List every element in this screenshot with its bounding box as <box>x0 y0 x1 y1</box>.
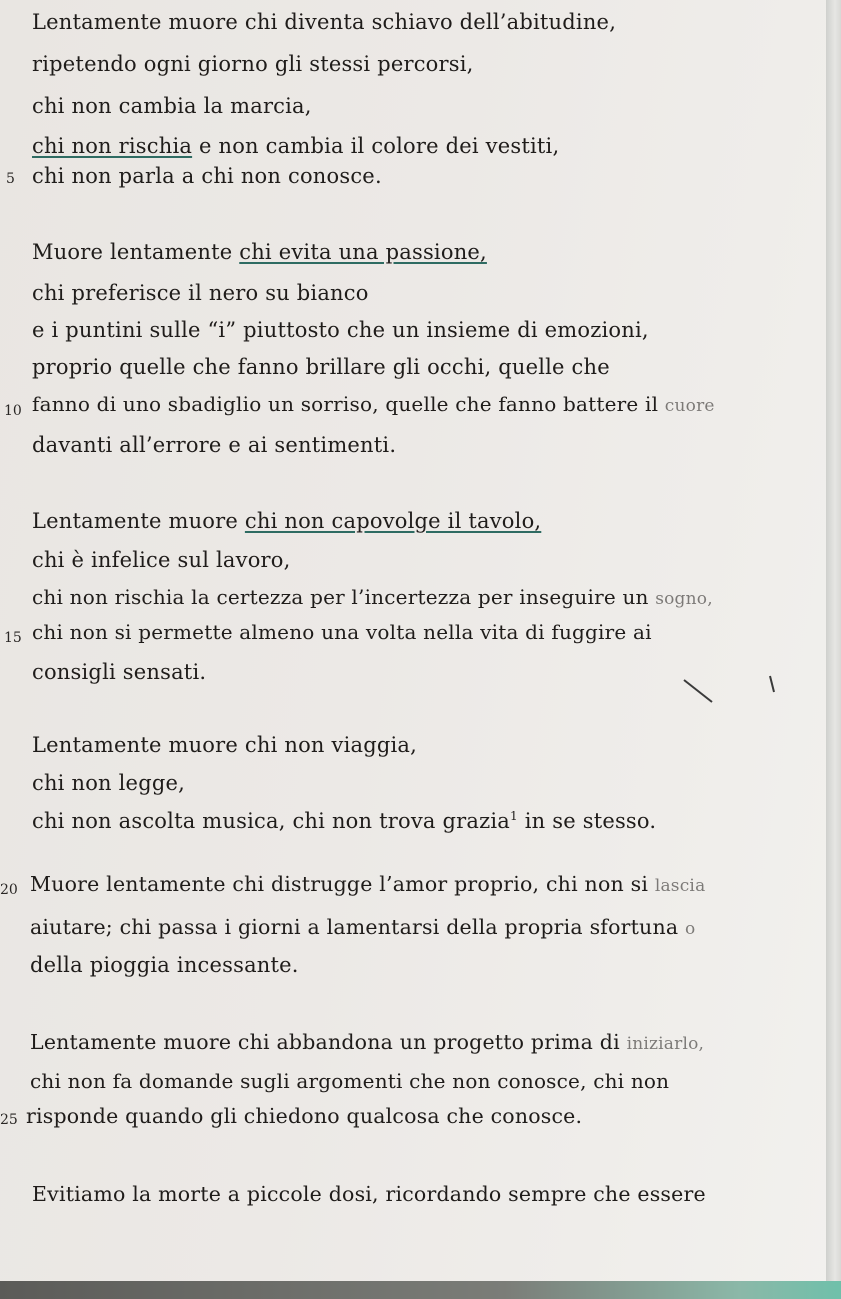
pencil-mark-icon <box>676 670 786 720</box>
line-text: chi è infelice sul lavoro, <box>32 548 291 572</box>
poem-line <box>30 872 705 896</box>
line-text: e non cambia il colore dei vestiti, <box>192 134 560 158</box>
footnote-marker: 1 <box>510 809 518 823</box>
underlined-text: chi non capovolge il tavolo, <box>244 509 542 533</box>
line-text: in se stesso. <box>517 809 657 833</box>
poem-line <box>32 620 652 644</box>
line-text: chi non cambia la marcia, <box>32 94 312 118</box>
poem-line <box>32 318 649 342</box>
line-text: aiutare; chi passa i giorni a lamentarsi della propria sfortuna <box>30 915 686 939</box>
line-text: ripetendo ogni giorno gli stessi percorsi, <box>32 52 474 76</box>
poem-line <box>32 585 713 609</box>
line-text: chi non si permette almeno una volta nella vita di fuggire ai <box>32 620 652 644</box>
line-text: cuore <box>664 396 715 416</box>
line-text: davanti all’errore e ai sentimenti. <box>32 433 397 457</box>
poem-line <box>32 771 185 795</box>
line-text: Lentamente muore <box>32 509 245 533</box>
poem-line <box>32 733 417 757</box>
line-text: iniziarlo, <box>626 1034 705 1054</box>
line-text: chi non fa domande sugli argomenti che non conosce, chi non <box>30 1069 670 1093</box>
line-text: chi non ascolta musica, chi non trova grazia <box>32 809 510 833</box>
poem-line <box>32 10 616 34</box>
line-text: chi non legge, <box>32 771 185 795</box>
line-text: consigli sensati. <box>32 660 207 684</box>
poem-line <box>32 1182 706 1206</box>
line-text: Lentamente muore chi non viaggia, <box>32 733 418 757</box>
line-number: 15 <box>4 630 22 646</box>
underlined-text: chi evita una passione, <box>239 240 487 264</box>
poem-line <box>32 660 206 684</box>
line-text: Lentamente muore chi abbandona un progetto prima di <box>30 1030 627 1054</box>
line-text: e i puntini sulle “i” piuttosto che un insieme di emozioni, <box>32 318 649 342</box>
page-edge <box>826 0 841 1299</box>
poem-line <box>30 1069 669 1093</box>
underlined-text: chi non rischia <box>32 134 193 158</box>
line-number: 5 <box>6 171 15 187</box>
poem-line <box>32 433 396 457</box>
line-text: sogno, <box>655 589 713 609</box>
line-text: Evitiamo la morte a piccole dosi, ricordando sempre che essere <box>32 1182 706 1206</box>
book-bottom-edge <box>0 1281 841 1299</box>
poem-line <box>32 509 541 533</box>
line-text: risponde quando gli chiedono qualcosa che conosce. <box>26 1104 583 1128</box>
line-text: Muore lentamente <box>32 240 240 264</box>
poem-line <box>32 240 487 264</box>
line-text: della pioggia incessante. <box>30 953 299 977</box>
poem-line <box>32 809 656 833</box>
line-text: chi preferisce il nero su bianco <box>32 281 369 305</box>
poem-line <box>32 281 369 305</box>
poem-line <box>30 1030 704 1054</box>
poem-line <box>32 94 312 118</box>
line-number: 25 <box>0 1112 18 1128</box>
poem-line <box>32 134 559 158</box>
poem-line <box>32 355 610 379</box>
line-text: o <box>685 919 696 939</box>
line-text: Muore lentamente chi distrugge l’amor proprio, chi non si <box>30 872 655 896</box>
line-number: 10 <box>4 403 22 419</box>
line-text: chi non rischia la certezza per l’incertezza per inseguire un <box>32 585 656 609</box>
line-text: fanno di uno sbadiglio un sorriso, quelle che fanno battere il <box>32 392 665 416</box>
line-text: proprio quelle che fanno brillare gli occhi, quelle che <box>32 355 610 379</box>
line-text: chi non parla a chi non conosce. <box>32 164 382 188</box>
poem-line <box>26 1104 582 1128</box>
poem-line <box>30 953 299 977</box>
poem-line <box>30 915 695 939</box>
line-text: Lentamente muore chi diventa schiavo dell’abitudine, <box>32 10 617 34</box>
poem-line <box>32 548 291 572</box>
poem-line <box>32 52 474 76</box>
line-number: 20 <box>0 882 18 898</box>
line-text: lascia <box>654 876 706 896</box>
poem-line <box>32 392 715 416</box>
poem-line <box>32 164 382 188</box>
